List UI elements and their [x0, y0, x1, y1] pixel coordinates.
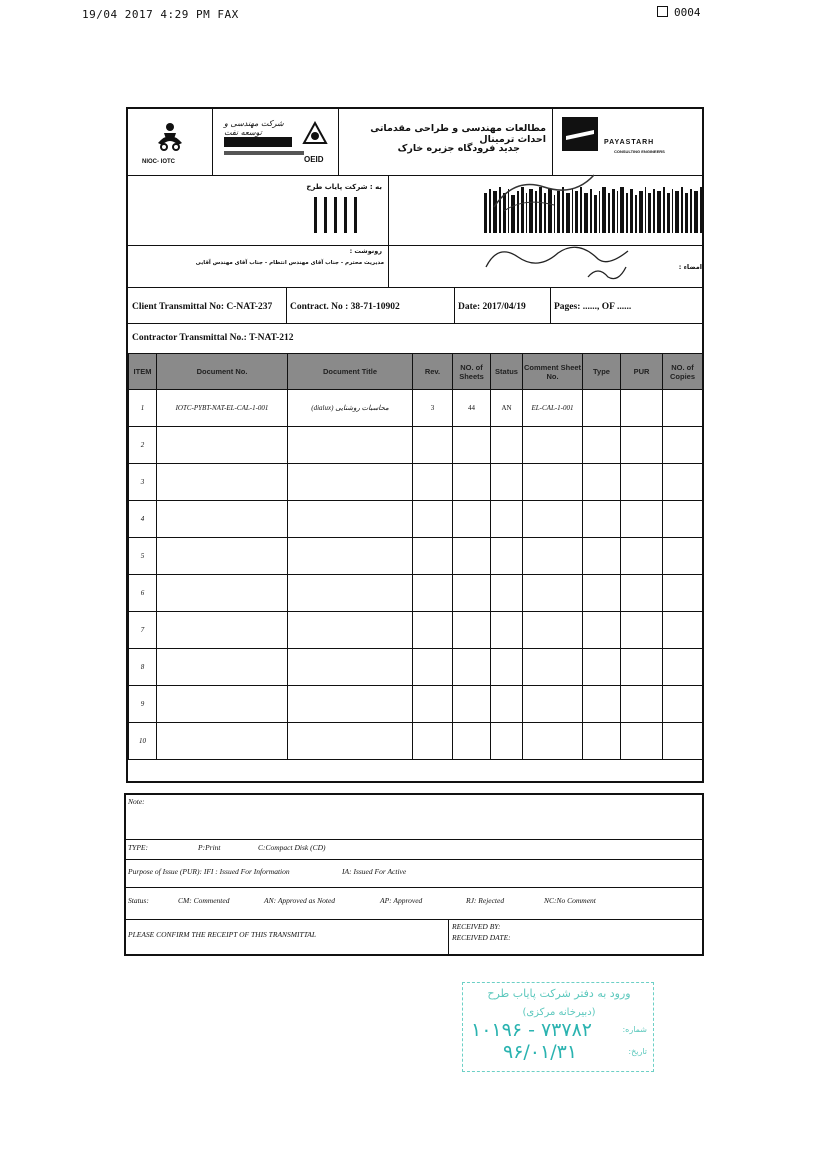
- table-row: [129, 427, 703, 464]
- contractor-transmittal-no: Contractor Transmittal No.: T-NAT-212: [132, 333, 294, 343]
- cell-rev: [413, 464, 453, 501]
- cell-document-title: [288, 575, 413, 612]
- cell-copies: [663, 649, 703, 686]
- fax-timestamp: 19/04 2017 4:29 PM FAX: [82, 8, 239, 21]
- cell-document-title: [288, 427, 413, 464]
- cell-type: [583, 427, 621, 464]
- cell-pur: [621, 390, 663, 427]
- client-transmittal-no: Client Transmittal No: C-NAT-237: [132, 302, 273, 312]
- table-row: [129, 723, 703, 760]
- table-row: [129, 538, 703, 575]
- cell-copies: [663, 501, 703, 538]
- cell-document-title: [288, 686, 413, 723]
- stamp-date: ۹۶/۰۱/۳۱: [503, 1041, 578, 1063]
- cell-pur: [621, 501, 663, 538]
- cell-sheets: [453, 649, 491, 686]
- cc-recipients: مدیریت محترم - جناب آقای مهندس انتظام - جناب آقای مهندس آقایی: [195, 260, 384, 266]
- cell-status: [491, 427, 523, 464]
- type-label: TYPE:: [128, 843, 149, 852]
- cell-type: [583, 612, 621, 649]
- cell-pur: [621, 612, 663, 649]
- cell-sheets: 44: [453, 390, 491, 427]
- cell-comment-sheet: [523, 649, 583, 686]
- cell-rev: [413, 649, 453, 686]
- table-row: [129, 501, 703, 538]
- cell-document-no: [157, 464, 288, 501]
- status-nc: NC:No Comment: [544, 896, 596, 905]
- cell-document-no: [157, 649, 288, 686]
- cell-status: [491, 723, 523, 760]
- legend-box: [124, 793, 704, 956]
- cell-document-title: [288, 464, 413, 501]
- cell-pur: [621, 464, 663, 501]
- col-sheets: NO. of Sheets: [453, 354, 491, 390]
- col-pur: PUR: [621, 354, 663, 390]
- cell-sheets: [453, 612, 491, 649]
- cell-comment-sheet: [523, 464, 583, 501]
- handwritten-scribble: [484, 167, 604, 217]
- cell-item: 1: [129, 390, 157, 427]
- table-row: [129, 612, 703, 649]
- to-label: به : شرکت پایاب طرح: [306, 183, 382, 191]
- cell-status: [491, 686, 523, 723]
- pages-count: Pages: ......, OF ......: [554, 302, 632, 312]
- cell-comment-sheet: [523, 612, 583, 649]
- cell-pur: [621, 427, 663, 464]
- cell-rev: [413, 427, 453, 464]
- cell-comment-sheet: EL-CAL-1-001: [523, 390, 583, 427]
- cell-item: 5: [129, 538, 157, 575]
- cell-status: [491, 612, 523, 649]
- cell-type: [583, 686, 621, 723]
- cell-rev: [413, 686, 453, 723]
- cell-pur: [621, 723, 663, 760]
- cell-comment-sheet: [523, 686, 583, 723]
- project-title-line2: جدید فرودگاه جزیره خارک: [397, 143, 520, 154]
- cell-rev: [413, 538, 453, 575]
- col-rev: Rev.: [413, 354, 453, 390]
- table-row: [129, 649, 703, 686]
- cell-item: 8: [129, 649, 157, 686]
- col-item: ITEM: [129, 354, 157, 390]
- signature-scribble: [478, 237, 638, 285]
- table-header-row: [129, 354, 703, 390]
- cell-status: [491, 538, 523, 575]
- cell-copies: [663, 464, 703, 501]
- transmittal-date: Date: 2017/04/19: [458, 302, 526, 312]
- payastarh-sub: CONSULTING ENGINEERS: [614, 149, 665, 154]
- reception-stamp: [462, 982, 654, 1072]
- cell-document-no: [157, 427, 288, 464]
- nioc-emblem-icon: [128, 109, 212, 175]
- cell-document-no: [157, 575, 288, 612]
- table-row: [129, 390, 703, 427]
- stamp-date-label: تاریخ:: [628, 1047, 647, 1056]
- cell-item: 9: [129, 686, 157, 723]
- payastarh-logo: [554, 109, 704, 175]
- confirm-receipt: PLEASE CONFIRM THE RECEIPT OF THIS TRANSMITTAL: [128, 930, 317, 939]
- cell-pur: [621, 575, 663, 612]
- cell-sheets: [453, 501, 491, 538]
- cell-rev: [413, 723, 453, 760]
- status-label: Status:: [128, 896, 149, 905]
- cell-comment-sheet: [523, 575, 583, 612]
- cell-sheets: [453, 464, 491, 501]
- col-document-no: Document No.: [157, 354, 288, 390]
- cell-copies: [663, 427, 703, 464]
- cell-pur: [621, 538, 663, 575]
- table-row: [129, 575, 703, 612]
- cell-document-no: IOTC-PYBT-NAT-EL-CAL-1-001: [157, 390, 288, 427]
- oeid-triangle-icon: [302, 121, 328, 147]
- cell-status: [491, 501, 523, 538]
- status-ap: AP: Approved: [380, 896, 423, 905]
- signature-label: امضاء :: [678, 263, 702, 271]
- cell-comment-sheet: [523, 538, 583, 575]
- cell-type: [583, 575, 621, 612]
- status-rj: RJ: Rejected: [466, 896, 505, 905]
- cell-document-title: [288, 723, 413, 760]
- cell-item: 3: [129, 464, 157, 501]
- cell-copies: [663, 612, 703, 649]
- cell-rev: [413, 612, 453, 649]
- purpose-ia: IA: Issued For Active: [342, 867, 407, 876]
- note-label: Note:: [128, 797, 145, 806]
- stamp-number: ۱۰۱۹۶ - ۷۳۷۸۲: [471, 1019, 592, 1041]
- documents-table: [128, 353, 703, 760]
- cell-sheets: [453, 538, 491, 575]
- cell-pur: [621, 649, 663, 686]
- cell-status: AN: [491, 390, 523, 427]
- cell-document-title: [288, 612, 413, 649]
- fax-page-label: 0004: [674, 6, 701, 19]
- cell-document-no: [157, 686, 288, 723]
- cell-item: 10: [129, 723, 157, 760]
- cell-status: [491, 649, 523, 686]
- cell-document-no: [157, 501, 288, 538]
- table-row: [129, 686, 703, 723]
- fax-page-number: [657, 6, 701, 19]
- cell-rev: [413, 501, 453, 538]
- cell-comment-sheet: [523, 427, 583, 464]
- col-status: Status: [491, 354, 523, 390]
- cell-copies: [663, 575, 703, 612]
- contract-no: Contract. No : 38-71-10902: [290, 302, 400, 312]
- cell-copies: [663, 390, 703, 427]
- fax-checkbox-icon: [657, 6, 668, 17]
- received-date: RECEIVED DATE:: [452, 933, 511, 942]
- cell-document-title: [288, 649, 413, 686]
- cell-rev: 3: [413, 390, 453, 427]
- status-an: AN: Approved as Noted: [264, 896, 336, 905]
- cell-status: [491, 575, 523, 612]
- purpose-ifi: Purpose of Issue (PUR): IFI : Issued For Information: [128, 867, 290, 876]
- cell-type: [583, 501, 621, 538]
- cell-document-title: [288, 538, 413, 575]
- col-comment-sheet: Comment Sheet No.: [523, 354, 583, 390]
- cc-label: رونوشت :: [349, 247, 382, 255]
- cell-rev: [413, 575, 453, 612]
- cell-document-no: [157, 723, 288, 760]
- nioc-caption: NIOC- IOTC: [142, 159, 175, 165]
- cell-type: [583, 390, 621, 427]
- oeid-logo: شرکت مهندسی و توسعه نفت OEID: [214, 109, 338, 175]
- cell-sheets: [453, 686, 491, 723]
- cell-item: 7: [129, 612, 157, 649]
- cell-item: 6: [129, 575, 157, 612]
- cell-item: 4: [129, 501, 157, 538]
- project-title-line1: مطالعات مهندسی و طراحی مقدماتی احداث ترمینال: [370, 123, 546, 145]
- type-cd: C:Compact Disk (CD): [258, 843, 326, 852]
- cell-copies: [663, 723, 703, 760]
- cell-type: [583, 464, 621, 501]
- received-stamp-bars: [314, 193, 360, 237]
- col-document-title: Document Title: [288, 354, 413, 390]
- status-cm: CM: Commented: [178, 896, 230, 905]
- cell-type: [583, 723, 621, 760]
- payastarh-name: PAYASTARH: [604, 139, 655, 146]
- cell-comment-sheet: [523, 723, 583, 760]
- cell-document-title: [288, 501, 413, 538]
- cell-sheets: [453, 427, 491, 464]
- cell-sheets: [453, 723, 491, 760]
- table-row: [129, 464, 703, 501]
- cell-document-no: [157, 612, 288, 649]
- type-print: P:Print: [198, 843, 221, 852]
- cell-item: 2: [129, 427, 157, 464]
- cell-copies: [663, 538, 703, 575]
- cell-type: [583, 649, 621, 686]
- cell-document-title: (dialux) محاسبات روشنایی: [288, 390, 413, 427]
- nioc-logo: [128, 109, 212, 175]
- cell-document-no: [157, 538, 288, 575]
- col-type: Type: [583, 354, 621, 390]
- cell-sheets: [453, 575, 491, 612]
- received-by: RECEIVED BY:: [452, 922, 501, 931]
- cell-type: [583, 538, 621, 575]
- cell-comment-sheet: [523, 501, 583, 538]
- col-copies: NO. of Copies: [663, 354, 703, 390]
- transmittal-form: [126, 107, 704, 783]
- cell-copies: [663, 686, 703, 723]
- stamp-line2: (دبیرخانه مرکزی): [522, 1007, 596, 1018]
- cell-status: [491, 464, 523, 501]
- stamp-line1: ورود به دفتر شرکت پایاب طرح: [487, 987, 631, 1000]
- stamp-number-label: شماره:: [622, 1025, 647, 1034]
- oeid-caption: OEID: [304, 155, 324, 164]
- cell-pur: [621, 686, 663, 723]
